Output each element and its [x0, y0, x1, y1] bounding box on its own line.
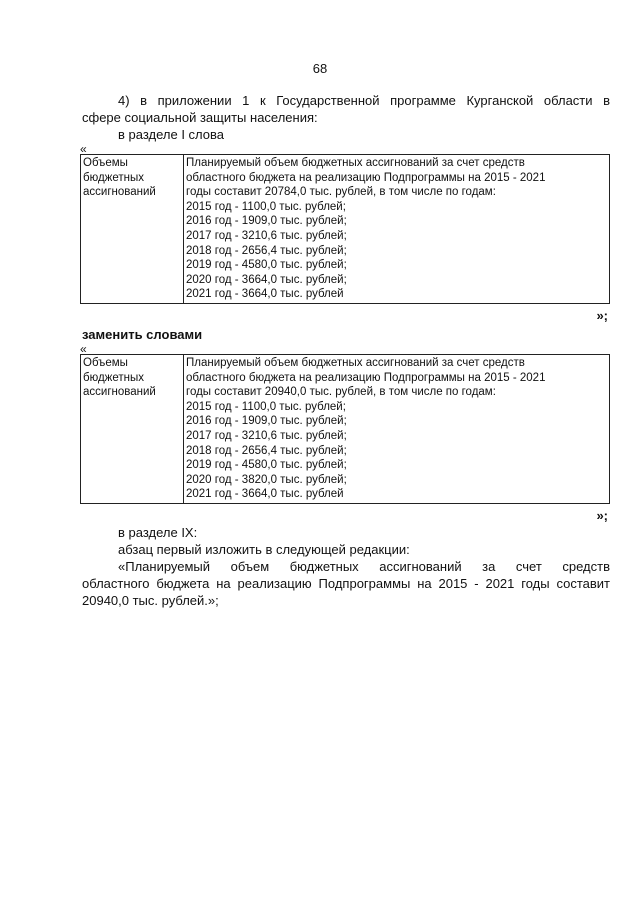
value-line: 2018 год - 2656,4 тыс. рублей; [186, 444, 347, 457]
label-line: ассигнований [83, 186, 156, 199]
label-line: ассигнований [83, 386, 156, 399]
budget-table-new [80, 354, 610, 504]
label-line: бюджетных [83, 171, 145, 184]
value-line: 2021 год - 3664,0 тыс. рублей [186, 488, 344, 501]
value-line: Планируемый объем бюджетных ассигнований за счет средств [186, 357, 525, 369]
value-line: 2015 год - 1100,0 тыс. рублей; [186, 400, 346, 413]
budget-table-old [80, 154, 610, 304]
open-quote-old: « [80, 142, 87, 156]
value-line: 2019 год - 4580,0 тыс. рублей; [186, 259, 347, 272]
table-value-cell [184, 155, 610, 304]
value-line: 2020 год - 3664,0 тыс. рублей; [186, 273, 347, 286]
value-line: годы составит 20784,0 тыс. рублей, в том числе по годам: [186, 186, 496, 199]
table-value-cell [184, 355, 610, 504]
value-line: 2017 год - 3210,6 тыс. рублей; [186, 229, 347, 242]
section-1-words: в разделе I слова [118, 127, 224, 142]
close-quote-new: »; [596, 508, 608, 523]
intro-paragraph-continuation: сфере социальной защиты населения: [82, 110, 318, 125]
value-line: 2016 год - 1909,0 тыс. рублей; [186, 415, 347, 428]
value-line: годы составит 20940,0 тыс. рублей, в том числе по годам: [186, 386, 496, 399]
value-line: 2020 год - 3820,0 тыс. рублей; [186, 473, 347, 486]
section-9-instruction: абзац первый изложить в следующей редакции: [118, 542, 410, 557]
value-line: 2015 год - 1100,0 тыс. рублей; [186, 200, 346, 213]
section-9-quote-line-2: областного бюджета на реализацию Подпрограммы на 2015 - 2021 годы составит [82, 576, 610, 591]
value-line: 2019 год - 4580,0 тыс. рублей; [186, 459, 347, 472]
value-line: Планируемый объем бюджетных ассигнований за счет средств [186, 157, 525, 169]
table-row [81, 355, 610, 504]
table-label-cell [81, 155, 184, 304]
intro-paragraph: 4) в приложении 1 к Государственной программе Курганской области в [118, 93, 610, 108]
open-quote-new: « [80, 342, 87, 356]
value-line: 2018 год - 2656,4 тыс. рублей; [186, 244, 347, 257]
value-line: областного бюджета на реализацию Подпрограммы на 2015 - 2021 [186, 171, 546, 184]
replace-with-words: заменить словами [82, 327, 203, 342]
value-line: 2016 год - 1909,0 тыс. рублей; [186, 215, 347, 228]
section-9-quote-line-3: 20940,0 тыс. рублей.»; [82, 593, 219, 608]
value-line: 2017 год - 3210,6 тыс. рублей; [186, 429, 347, 442]
page-number: 68 [312, 61, 328, 76]
close-quote-old: »; [596, 308, 608, 323]
label-line: бюджетных [83, 371, 145, 384]
section-9-heading: в разделе IX: [118, 525, 198, 540]
label-line: Объемы [83, 357, 128, 369]
table-row [81, 155, 610, 304]
label-line: Объемы [83, 157, 128, 169]
value-line: 2021 год - 3664,0 тыс. рублей [186, 288, 344, 301]
value-line: областного бюджета на реализацию Подпрограммы на 2015 - 2021 [186, 371, 546, 384]
table-label-cell [81, 355, 184, 504]
section-9-quote-line-1: «Планируемый объем бюджетных ассигнований за счет средств [118, 559, 610, 574]
